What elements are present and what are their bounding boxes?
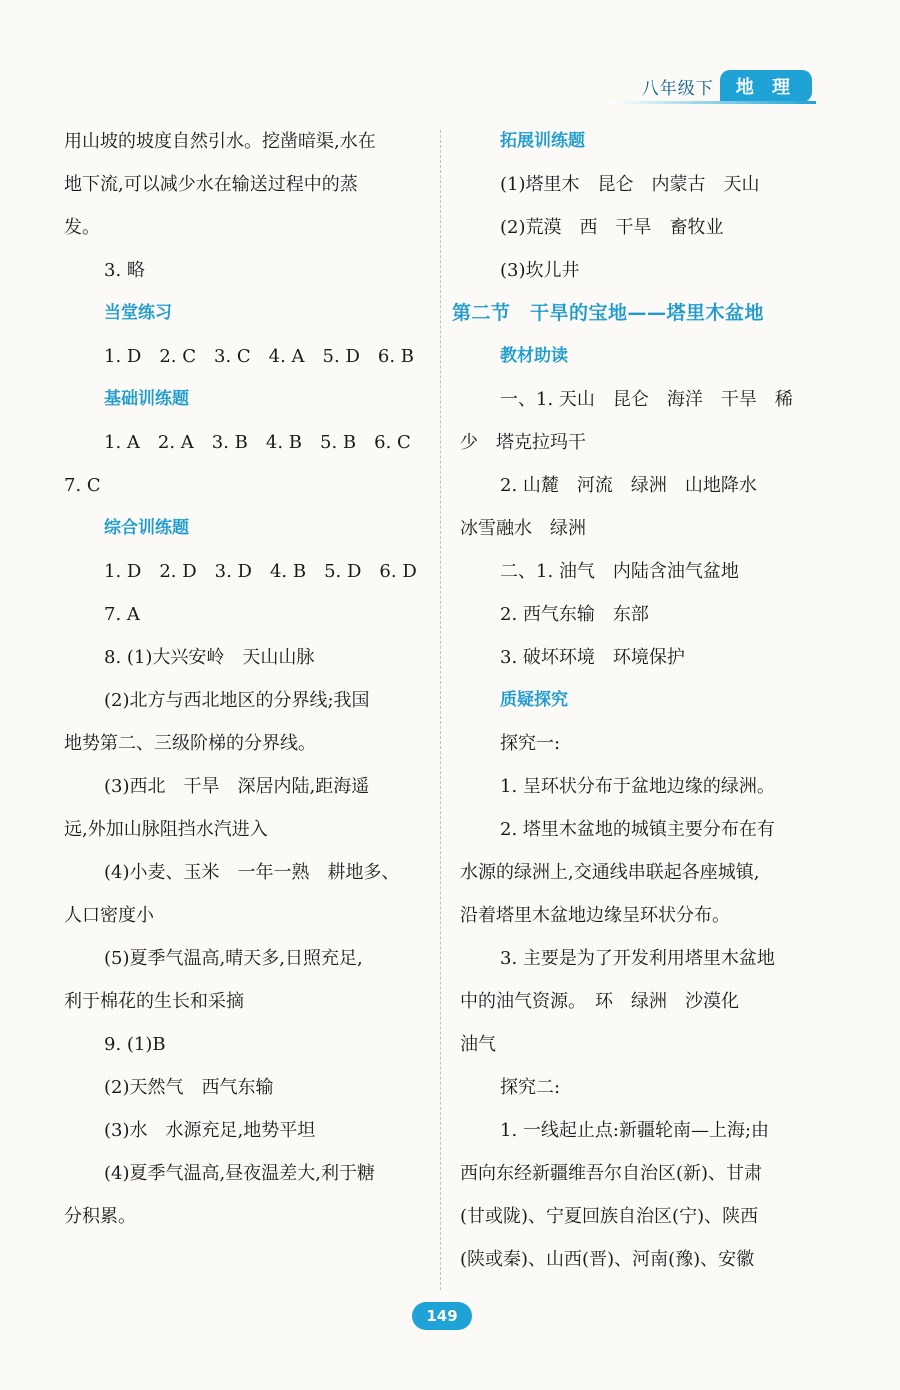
answer-line: 一、1. 天山 昆仑 海洋 干旱 稀 — [500, 389, 793, 410]
answer-line: 远,外加山脉阻挡水汽进入 — [64, 819, 268, 840]
answer-line: 少 塔克拉玛干 — [460, 432, 586, 453]
section-heading: 拓展训练题 — [500, 131, 585, 151]
answer-line: (3)西北 干旱 深居内陆,距海遥 — [104, 776, 370, 797]
answer-line: 1. 呈环状分布于盆地边缘的绿洲。 — [500, 776, 775, 797]
answer-line: 油气 — [460, 1034, 496, 1055]
section-heading: 教材助读 — [500, 346, 568, 366]
column-divider — [440, 130, 441, 1290]
answer-line: 1. 一线起止点:新疆轮南—上海;由 — [500, 1120, 770, 1141]
answer-line: 7. A — [104, 604, 140, 625]
answer-line: 3. 主要是为了开发利用塔里木盆地 — [500, 948, 775, 969]
answer-line: 3. 略 — [104, 260, 145, 281]
answer-line: 1. D 2. D 3. D 4. B 5. D 6. D — [104, 561, 417, 582]
answer-line: 探究一: — [500, 733, 561, 754]
answer-line: 9. (1)B — [104, 1034, 166, 1055]
answer-line: 地下流,可以减少水在输送过程中的蒸 — [64, 174, 358, 195]
subject-badge: 地 理 — [720, 70, 812, 102]
answer-line: (4)小麦、玉米 一年一熟 耕地多、 — [104, 862, 400, 883]
header-underline — [610, 101, 816, 104]
grade-label: 八年级下 — [641, 78, 714, 99]
chapter-heading: 第二节 干旱的宝地——塔里木盆地 — [452, 302, 765, 324]
answer-line: (3)水 水源充足,地势平坦 — [104, 1120, 316, 1141]
answer-line: 2. 塔里木盆地的城镇主要分布在有 — [500, 819, 775, 840]
right-column — [452, 120, 820, 1281]
answer-line: 1. A 2. A 3. B 4. B 5. B 6. C — [104, 432, 411, 453]
answer-line: 2. 山麓 河流 绿洲 山地降水 — [500, 475, 757, 496]
answer-line: 利于棉花的生长和采摘 — [64, 991, 244, 1012]
answer-line: 沿着塔里木盆地边缘呈环状分布。 — [460, 905, 730, 926]
answer-line: 人口密度小 — [64, 905, 154, 926]
answer-line: 3. 破坏环境 环境保护 — [500, 647, 685, 668]
section-heading: 综合训练题 — [104, 518, 189, 538]
section-heading: 基础训练题 — [104, 389, 189, 409]
answer-line: 发。 — [64, 217, 100, 238]
answer-line: 二、1. 油气 内陆含油气盆地 — [500, 561, 739, 582]
answer-line: (2)北方与西北地区的分界线;我国 — [104, 690, 370, 711]
answer-line: 2. 西气东输 东部 — [500, 604, 649, 625]
answer-line: 西向东经新疆维吾尔自治区(新)、甘肃 — [460, 1163, 763, 1184]
answer-line: (1)塔里木 昆仑 内蒙古 天山 — [500, 174, 760, 195]
section-heading: 当堂练习 — [104, 303, 172, 323]
answer-line: (甘或陇)、宁夏回族自治区(宁)、陕西 — [460, 1206, 759, 1227]
answer-line: 1. D 2. C 3. C 4. A 5. D 6. B — [104, 346, 415, 367]
answer-line: 水源的绿洲上,交通线串联起各座城镇, — [460, 862, 760, 883]
answer-line: (2)天然气 西气东输 — [104, 1077, 274, 1098]
answer-line: 用山坡的坡度自然引水。挖凿暗渠,水在 — [64, 131, 376, 152]
answer-line: (5)夏季气温高,晴天多,日照充足, — [104, 948, 363, 969]
answer-line: 冰雪融水 绿洲 — [460, 518, 586, 539]
page-number: 149 — [412, 1302, 472, 1330]
answer-line: (2)荒漠 西 干旱 畜牧业 — [500, 217, 724, 238]
answer-line: 分积累。 — [64, 1206, 136, 1227]
answer-line: 8. (1)大兴安岭 天山山脉 — [104, 647, 315, 668]
answer-line: (4)夏季气温高,昼夜温差大,利于糖 — [104, 1163, 375, 1184]
answer-line: (3)坎儿井 — [500, 260, 580, 281]
page-header — [642, 70, 812, 102]
answer-line: 地势第二、三级阶梯的分界线。 — [64, 733, 316, 754]
answer-line: 中的油气资源。 环 绿洲 沙漠化 — [460, 991, 739, 1012]
answer-line: 探究二: — [500, 1077, 561, 1098]
answer-line: 7. C — [64, 475, 101, 496]
left-column — [64, 120, 424, 1238]
answer-line: (陕或秦)、山西(晋)、河南(豫)、安徽 — [460, 1249, 755, 1270]
section-heading: 质疑探究 — [500, 690, 568, 710]
